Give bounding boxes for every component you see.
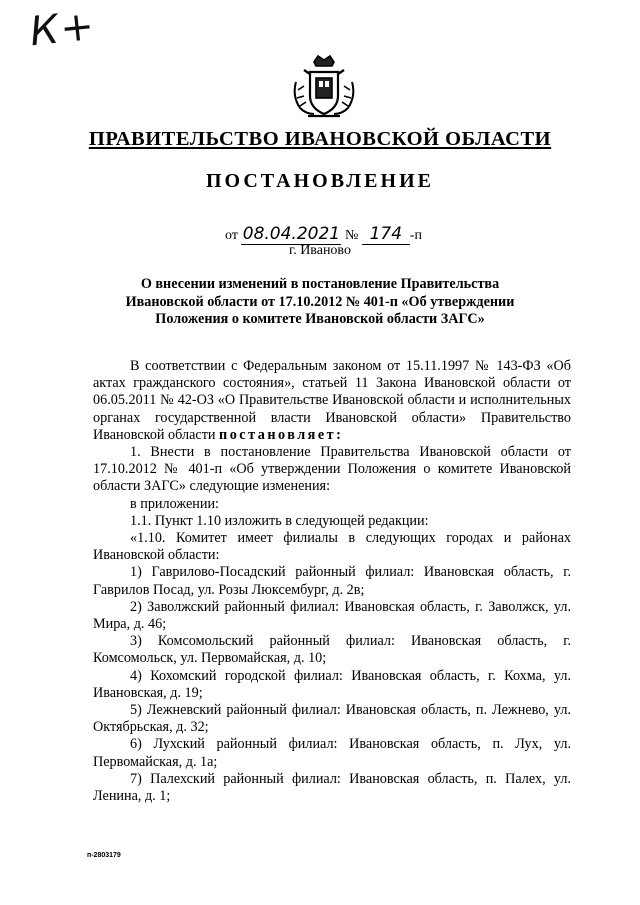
document-code: п-2803179 xyxy=(87,852,121,859)
number-suffix: -п xyxy=(409,228,422,243)
coat-of-arms-icon xyxy=(288,52,360,124)
paragraph: в приложении: xyxy=(130,495,219,512)
handwritten-number: 174 xyxy=(362,224,410,245)
government-title: ПРАВИТЕЛЬСТВО ИВАНОВСКОЙ ОБЛАСТИ xyxy=(88,128,552,150)
resolution-word: постановляет: xyxy=(219,426,344,443)
subject-line: О внесении изменений в постановление Правительства xyxy=(140,276,500,292)
branch-item: 2) Заволжский районный филиал: Ивановская область, г. Заволжск, ул. Мира, д. 46; xyxy=(93,598,571,633)
document-subject xyxy=(80,276,560,329)
date-number-line xyxy=(225,224,422,245)
paragraph: «1.10. Комитет имеет филиалы в следующих городах и районах Ивановской области: xyxy=(93,530,571,564)
city: г. Иваново xyxy=(289,243,351,258)
subject-line: Ивановской области от 17.10.2012 № 401-п «Об утверждении xyxy=(125,293,515,310)
branch-item: 6) Лухский районный филиал: Ивановская область, п. Лух, ул. Первомайская, д. 1а; xyxy=(93,736,571,770)
branch-item: 5) Лежневский районный филиал: Ивановская область, п. Лежнево, ул. Октябрьская, д. 32; xyxy=(93,702,571,736)
preamble xyxy=(93,358,571,444)
number-sign: № xyxy=(344,228,359,243)
branch-item: 3) Комсомольский районный филиал: Ивановская область, г. Комсомольск, ул. Первомайская, д. 10; xyxy=(93,633,571,667)
branch-item: 7) Палехский районный филиал: Ивановская область, п. Палех, ул. Ленина, д. 1; xyxy=(93,770,571,805)
handwritten-date: 08.04.2021 xyxy=(242,224,341,244)
date-prefix: от xyxy=(225,228,238,243)
branch-item: 4) Кохомский городской филиал: Ивановская область, г. Кохма, ул. Ивановская, д. 19; xyxy=(93,667,571,701)
paragraph: 1. Внести в постановление Правительства Ивановской области от 17.10.2012 № 401-п «Об утверждении Положения о комитете Ивановской области ЗАГС» следующие изменения: xyxy=(93,444,571,495)
handwritten-mark: К+ xyxy=(27,2,99,56)
document-type: ПОСТАНОВЛЕНИЕ xyxy=(206,170,434,192)
document-body xyxy=(93,358,571,805)
subject-line: Положения о комитете Ивановской области ЗАГС» xyxy=(155,311,485,327)
branch-item: 1) Гаврилово-Посадский районный филиал: Ивановская область, г. Гаврилов Посад, ул. Розы Люксембург, д. 2в; xyxy=(93,564,571,598)
preamble-text: В соответствии с Федеральным законом от 15.11.1997 № 143-ФЗ «Об актах гражданского состояния», статьей 11 Закона Ивановской области от 06.05.2011 № 42-ОЗ «О Правительстве Ивановской области и исполнительных органах государственной власти Ивановской области» Правительство Ивановской области xyxy=(93,358,571,443)
paragraph: 1.1. Пункт 1.10 изложить в следующей редакции: xyxy=(130,512,429,529)
